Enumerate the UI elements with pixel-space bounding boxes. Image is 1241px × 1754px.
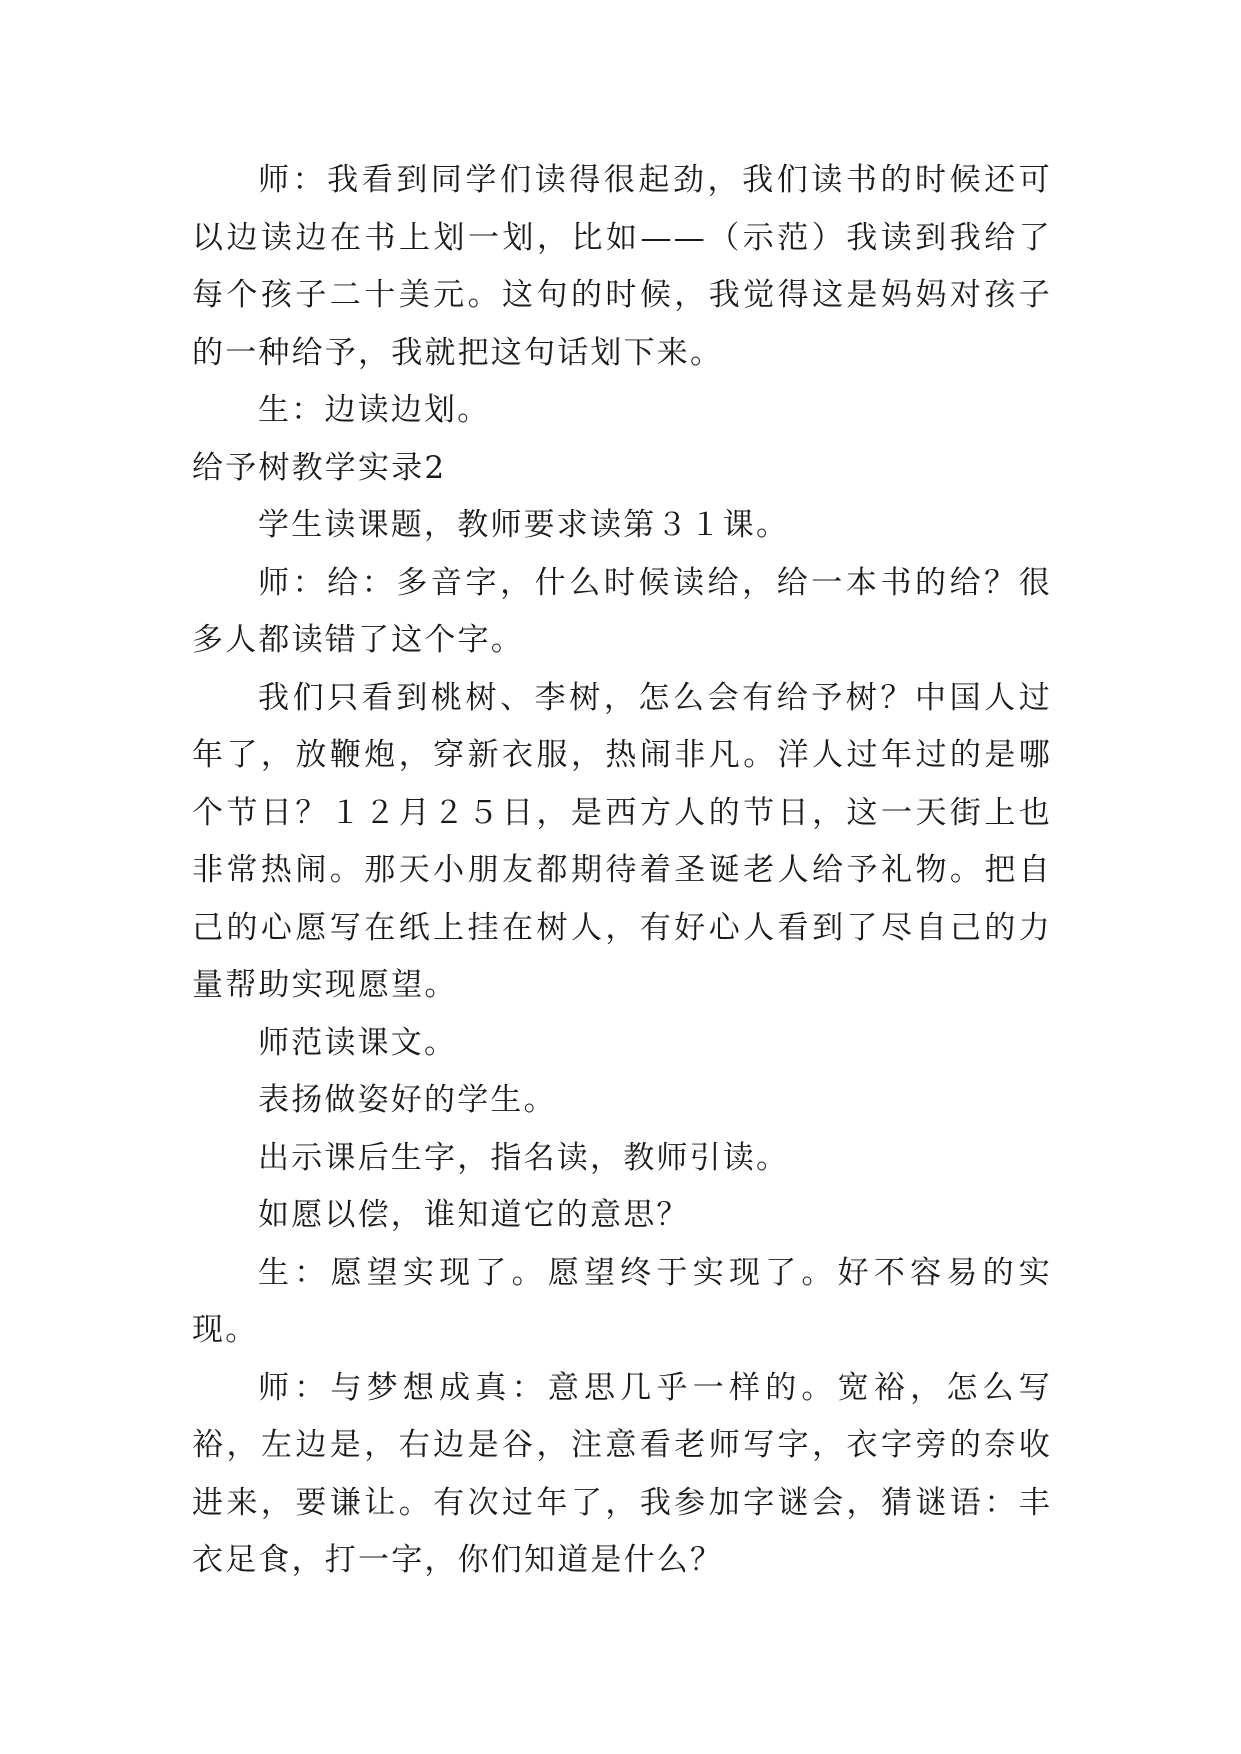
paragraph-new-words: 出示课后生字，指名读，教师引读。: [258, 1139, 790, 1176]
paragraph-student-answer: 生：愿望实现了。愿望终于实现了。好不容易的实现。: [192, 1254, 1052, 1348]
paragraph-student-reply: 生：边读边划。: [258, 392, 491, 428]
paragraph-read-title: 学生读课题，教师要求读第３１课。: [258, 507, 790, 543]
paragraph-idiom-question: 如愿以偿，谁知道它的意思？: [258, 1197, 690, 1233]
paragraph-polyphonic: 师：给：多音字，什么时候读给，给一本书的给？很多人都读错了这个字。: [192, 564, 1052, 658]
paragraph-praise: 表扬做姿好的学生。: [258, 1082, 557, 1118]
paragraph-teacher-explain: 师：与梦想成真：意思几乎一样的。宽裕，怎么写裕，左边是，右边是谷，注意看老师写字，衣字旁的奈收进来，要谦让。有次过年了，我参加字谜会，猜谜语：丰衣足食，打一字，你们知道是什么？: [192, 1369, 1052, 1578]
document-body: [192, 152, 1052, 1590]
section-heading: 给予树教学实录2: [192, 449, 447, 486]
paragraph-christmas: 我们只看到桃树、李树，怎么会有给予树？中国人过年了，放鞭炮，穿新衣服，热闹非凡。洋人过年过的是哪个节日？１２月２５日，是西方人的节日，这一天街上也非常热闹。那天小朋友都期待着圣诞老人给予礼物。把自己的心愿写在纸上挂在树人，有好心人看到了尽自己的力量帮助实现愿望。: [192, 679, 1052, 1003]
paragraph-model-reading: 师范读课文。: [258, 1024, 458, 1061]
paragraph-teacher-reading-demo: 师：我看到同学们读得很起劲，我们读书的时候还可以边读边在书上划一划，比如——（示范）我读到我给了每个孩子二十美元。这句的时候，我觉得这是妈妈对孩子的一种给予，我就把这句话划下来。: [192, 162, 1052, 371]
